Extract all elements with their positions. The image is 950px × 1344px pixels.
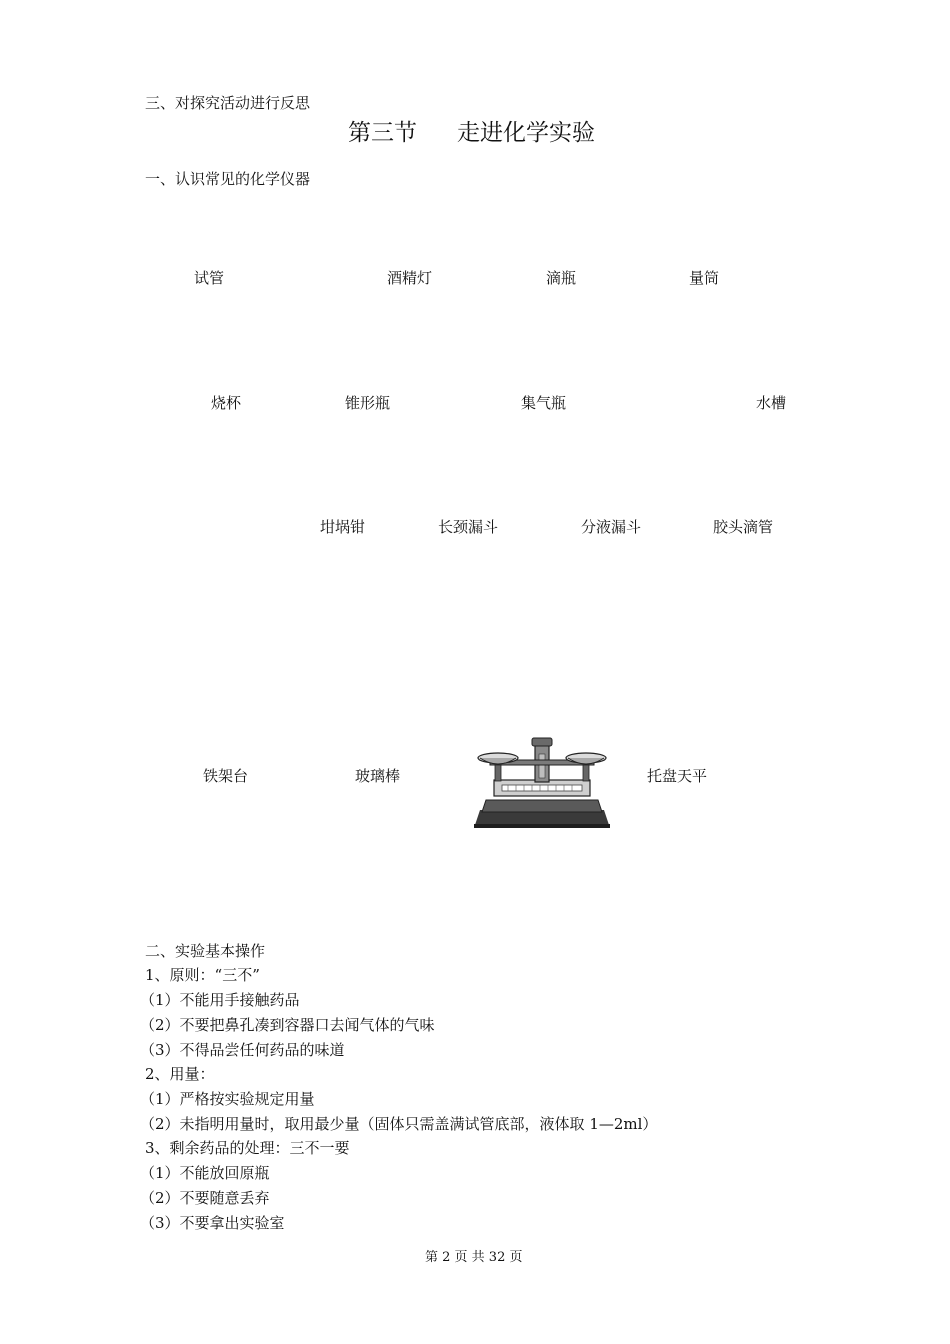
apparatus-label-dropper-bottle: 滴瓶 (546, 269, 577, 287)
operations-line: （1）严格按实验规定用量 (140, 1090, 315, 1108)
apparatus-label-alcohol-lamp: 酒精灯 (387, 269, 433, 287)
apparatus-label-crucible-tongs: 坩埚钳 (320, 518, 366, 536)
apparatus-label-glass-rod: 玻璃棒 (355, 767, 401, 785)
section-name: 走进化学实验 (457, 120, 595, 146)
apparatus-label-beaker: 烧杯 (211, 394, 242, 412)
apparatus-label-balance: 托盘天平 (647, 767, 708, 785)
section1-heading: 一、认识常见的化学仪器 (145, 170, 311, 188)
operations-line: 2、用量： (145, 1065, 215, 1083)
page-number-footer: 第 2 页 共 32 页 (425, 1250, 523, 1265)
apparatus-label-water-trough: 水槽 (756, 394, 787, 412)
operations-line: （3）不得品尝任何药品的味道 (140, 1041, 345, 1059)
operations-line: （3）不要拿出实验室 (140, 1214, 285, 1232)
balance-scale-icon (472, 736, 612, 830)
operations-line: （2）不要随意丢弃 (140, 1189, 270, 1207)
section-number: 第三节 (348, 120, 417, 146)
apparatus-label-iron-stand: 铁架台 (203, 767, 249, 785)
operations-line: （1）不能放回原瓶 (140, 1164, 270, 1182)
operations-line: （2）不要把鼻孔凑到容器口去闻气体的气味 (140, 1016, 435, 1034)
apparatus-label-test-tube: 试管 (194, 269, 225, 287)
operations-line: （2）未指明用量时，取用最少量（固体只需盖满试管底部，液体取 1—2ml） (140, 1115, 658, 1133)
previous-section-item: 三、对探究活动进行反思 (145, 94, 311, 112)
apparatus-label-rubber-dropper: 胶头滴管 (713, 518, 774, 536)
apparatus-label-graduated-cylinder: 量筒 (689, 269, 720, 287)
operations-line: （1）不能用手接触药品 (140, 991, 300, 1009)
apparatus-label-long-neck-funnel: 长颈漏斗 (438, 518, 499, 536)
section2-heading: 二、实验基本操作 (145, 942, 266, 960)
apparatus-label-conical-flask: 锥形瓶 (345, 394, 391, 412)
apparatus-label-separatory-funnel: 分液漏斗 (581, 518, 642, 536)
section-title (348, 118, 595, 148)
apparatus-label-gas-jar: 集气瓶 (521, 394, 567, 412)
operations-line: 3、剩余药品的处理：三不一要 (145, 1139, 350, 1157)
operations-line: 1、原则：“三不” (145, 966, 260, 984)
